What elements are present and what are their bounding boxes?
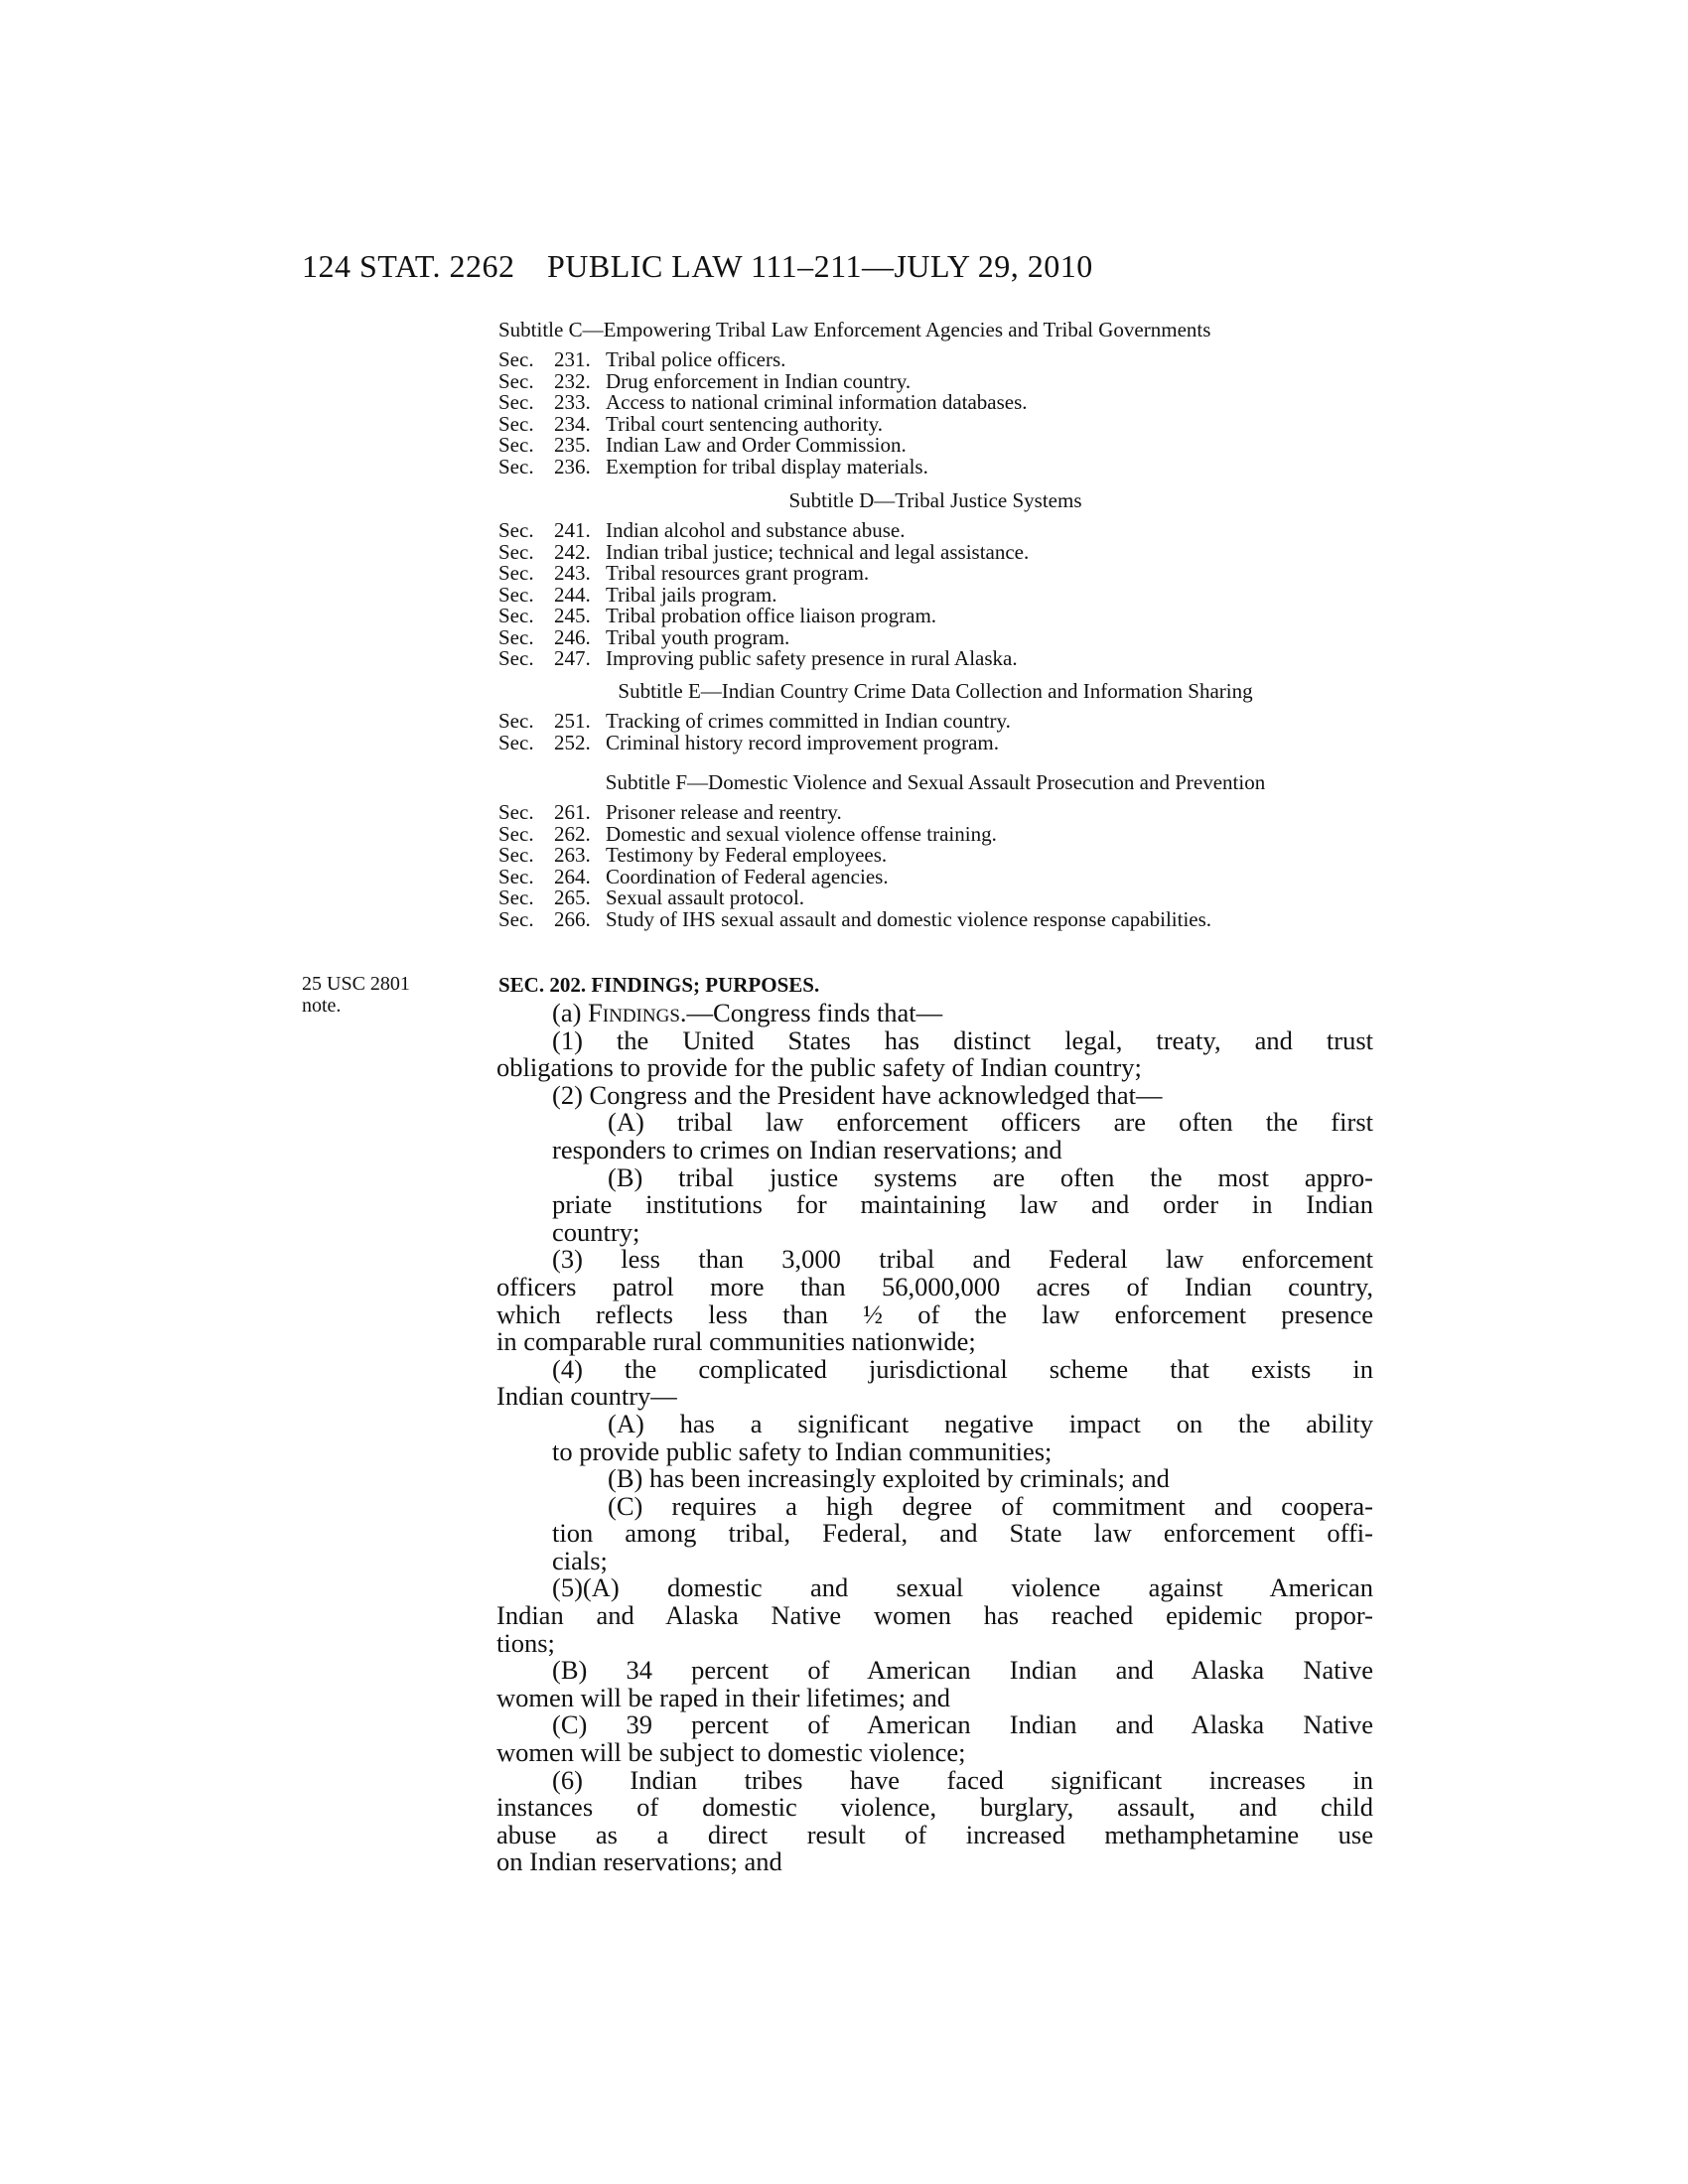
para-line: instances of domestic violence, burglary, assault, and child [496, 1792, 1373, 1823]
toc-entry-title: Domestic and sexual violence offense training. [606, 821, 997, 846]
para-line: (A) tribal law enforcement officers are often the first [608, 1107, 1373, 1138]
para-6 [496, 1764, 1373, 1877]
toc-entry-title: Tribal youth program. [606, 624, 790, 649]
para-3 [496, 1244, 1373, 1357]
toc-entry-prefix: Sec. [498, 843, 534, 867]
para-line: which reflects less than ½ of the law enforcement presence [496, 1298, 1373, 1329]
margin-note-line1: 25 USC 2801 [302, 973, 410, 995]
para-line: responders to crimes on Indian reservations; and [552, 1134, 1062, 1164]
toc-entry-title: Tribal court sentencing authority. [606, 411, 883, 436]
toc-entry-prefix: Sec. [498, 709, 534, 733]
toc-entry-title: Indian alcohol and substance abuse. [606, 518, 906, 542]
toc-entry-number: 243. [554, 561, 591, 585]
para-line: women will be raped in their lifetimes; and [496, 1682, 950, 1712]
para-line: abuse as a direct result of increased methamphetamine use [496, 1819, 1373, 1849]
para-line: Indian and Alaska Native women has reached epidemic propor- [496, 1600, 1373, 1631]
para-line: to provide public safety to Indian communities; [552, 1435, 1053, 1466]
toc-entry-title: Improving public safety presence in rural Alaska. [606, 646, 1018, 670]
section-body [496, 998, 1373, 1877]
toc-entry-title: Tribal probation office liaison program. [606, 604, 937, 627]
toc-entry-number: 261. [554, 800, 591, 824]
para-line: (6) Indian tribes have faced significant increases in [552, 1764, 1373, 1795]
toc-entry-title: Exemption for tribal display materials. [606, 454, 928, 478]
toc-entry-title: Criminal history record improvement program. [606, 730, 999, 754]
para-2: (2) Congress and the President have acknowledged that— [552, 1079, 1163, 1110]
toc-list-f [498, 802, 1372, 930]
toc-entry [498, 624, 1372, 649]
toc-entry-title: Prisoner release and reentry. [606, 800, 842, 824]
toc-entry-prefix: Sec. [498, 886, 534, 909]
toc-entry-title: Tracking of crimes committed in Indian country. [606, 709, 1011, 733]
page-running-title: PUBLIC LAW 111–211—JULY 29, 2010 [547, 248, 1093, 284]
toc-entry-number: 262. [554, 821, 591, 846]
para-a-caps: Findings [588, 998, 680, 1027]
toc-subtitle-f [498, 770, 1372, 794]
toc-entry-title: Tribal resources grant program. [606, 561, 870, 585]
para-line: tion among tribal, Federal, and State law enforcement offi- [552, 1518, 1373, 1549]
toc-entry [498, 582, 1372, 607]
para-line: (B) 34 percent of American Indian and Alaska Native [552, 1655, 1373, 1686]
toc-entry-number: 246. [554, 624, 591, 649]
para-a-label: (a) [552, 998, 589, 1027]
para-line: (1) the United States has distinct legal, treaty, and trust [552, 1024, 1373, 1055]
toc-entry [498, 563, 1372, 585]
toc-entry-prefix: Sec. [498, 518, 534, 542]
toc-entry [498, 454, 1372, 478]
toc-entry-prefix: Sec. [498, 390, 534, 414]
para-2b [552, 1161, 1373, 1247]
toc-subtitle-c-heading: Subtitle C—Empowering Tribal Law Enforcement Agencies and Tribal Governments [498, 318, 1211, 341]
toc-entry-title: Coordination of Federal agencies. [606, 864, 889, 888]
para-line: in comparable rural communities nationwide; [496, 1326, 976, 1357]
para-4c [552, 1490, 1373, 1575]
toc-entry [498, 435, 1372, 457]
toc-entry-title: Sexual assault protocol. [606, 886, 805, 909]
toc-entry-title: Indian tribal justice; technical and legal assistance. [606, 539, 1030, 564]
toc-subtitle-c [498, 318, 1372, 341]
para-line: (B) tribal justice systems are often the most appro- [608, 1161, 1373, 1192]
toc-entry-prefix: Sec. [498, 864, 534, 888]
para-line: (A) has a significant negative impact on the ability [608, 1408, 1373, 1438]
para-line: women will be subject to domestic violence; [496, 1737, 966, 1768]
section-heading: SEC. 202. FINDINGS; PURPOSES. [498, 973, 820, 997]
para-a [552, 1000, 1373, 1027]
toc-entry-number: 234. [554, 411, 591, 436]
toc-entry-prefix: Sec. [498, 561, 534, 585]
toc-entry-prefix: Sec. [498, 646, 534, 670]
para-a-rest: .—Congress finds that— [679, 998, 943, 1027]
toc-subtitle-d [498, 488, 1372, 512]
toc-entry [498, 711, 1372, 733]
toc-subtitle-e-heading: Subtitle E—Indian Country Crime Data Collection and Information Sharing [618, 679, 1253, 703]
toc-entry-prefix: Sec. [498, 539, 534, 564]
toc-entry [498, 411, 1372, 436]
para-line: on Indian reservations; and [496, 1846, 782, 1877]
toc-entry-title: Testimony by Federal employees. [606, 843, 888, 867]
toc-entry [498, 606, 1372, 627]
para-line: tions; [496, 1627, 555, 1658]
toc-subtitle-f-heading: Subtitle F—Domestic Violence and Sexual Assault Prosecution and Prevention [605, 770, 1266, 794]
toc-entry [498, 520, 1372, 542]
toc-entry-number: 247. [554, 646, 591, 670]
para-1 [496, 1024, 1373, 1083]
toc-entry-number: 245. [554, 604, 591, 627]
toc-entry-prefix: Sec. [498, 347, 534, 371]
toc-entry-number: 263. [554, 843, 591, 867]
toc-entry [498, 887, 1372, 909]
toc-entry-prefix: Sec. [498, 730, 534, 754]
toc-entry-number: 241. [554, 518, 591, 542]
toc-entry [498, 368, 1372, 393]
toc-entry-prefix: Sec. [498, 624, 534, 649]
toc-entry-prefix: Sec. [498, 368, 534, 393]
toc-entry-title: Tribal jails program. [606, 582, 777, 607]
toc-entry-prefix: Sec. [498, 454, 534, 478]
toc-entry-prefix: Sec. [498, 604, 534, 627]
toc-list-d [498, 520, 1372, 670]
para-5a [496, 1572, 1373, 1658]
toc-entry-prefix: Sec. [498, 411, 534, 436]
toc-entry-title: Study of IHS sexual assault and domestic violence response capabilities. [606, 906, 1212, 931]
toc-entry-prefix: Sec. [498, 821, 534, 846]
toc-entry-number: 251. [554, 709, 591, 733]
toc-entry [498, 730, 1372, 754]
toc-entry-number: 233. [554, 390, 591, 414]
toc-entry-number: 242. [554, 539, 591, 564]
toc-entry-number: 264. [554, 864, 591, 888]
toc-entry-number: 231. [554, 347, 591, 371]
para-5c [496, 1709, 1373, 1768]
toc-entry-title: Access to national criminal information databases. [606, 390, 1028, 414]
para-4 [496, 1353, 1373, 1412]
toc-entry [498, 349, 1372, 371]
toc-entry-number: 236. [554, 454, 591, 478]
toc-entry-prefix: Sec. [498, 433, 534, 457]
toc-entry [498, 864, 1372, 888]
para-4b: (B) has been increasingly exploited by criminals; and [608, 1463, 1170, 1494]
toc-subtitle-d-heading: Subtitle D—Tribal Justice Systems [788, 488, 1082, 512]
toc-entry [498, 845, 1372, 867]
toc-entry-number: 265. [554, 886, 591, 909]
toc-entry-number: 232. [554, 368, 591, 393]
para-line: officers patrol more than 56,000,000 acres of Indian country, [496, 1271, 1373, 1301]
toc-list-e [498, 711, 1372, 753]
para-line: priate institutions for maintaining law and order in Indian [552, 1189, 1373, 1220]
toc-entry [498, 539, 1372, 564]
toc-entry-title: Drug enforcement in Indian country. [606, 368, 912, 393]
toc-entry-number: 235. [554, 433, 591, 457]
toc-entry-title: Tribal police officers. [606, 347, 786, 371]
para-5b [496, 1655, 1373, 1712]
para-line: cials; [552, 1545, 608, 1575]
toc-list-c [498, 349, 1372, 478]
toc-entry-prefix: Sec. [498, 906, 534, 931]
para-line: (3) less than 3,000 tribal and Federal law enforcement [552, 1244, 1373, 1275]
toc-entry [498, 821, 1372, 846]
toc-entry [498, 906, 1372, 931]
para-line: Indian country— [496, 1381, 677, 1412]
margin-note-line2: note. [302, 995, 342, 1017]
para-4a [552, 1408, 1373, 1466]
toc-entry [498, 392, 1372, 414]
margin-note [302, 973, 410, 1017]
para-line: obligations to provide for the public safety of Indian country; [496, 1052, 1142, 1083]
toc-entry-number: 266. [554, 906, 591, 931]
para-line: (C) requires a high degree of commitment and coopera- [608, 1490, 1373, 1521]
page-stat-citation: 124 STAT. 2262 [302, 248, 515, 284]
toc-entry [498, 802, 1372, 824]
toc-entry-prefix: Sec. [498, 582, 534, 607]
toc-entry [498, 648, 1372, 670]
para-line: (4) the complicated jurisdictional scheme that exists in [552, 1353, 1373, 1384]
toc-entry-title: Indian Law and Order Commission. [606, 433, 907, 457]
para-line: (5)(A) domestic and sexual violence against American [552, 1572, 1373, 1603]
toc-entry-number: 252. [554, 730, 591, 754]
para-line: (C) 39 percent of American Indian and Alaska Native [552, 1709, 1373, 1740]
para-line: country; [552, 1216, 640, 1247]
toc-entry-number: 244. [554, 582, 591, 607]
toc-entry-prefix: Sec. [498, 800, 534, 824]
toc-subtitle-e [498, 679, 1372, 703]
para-2a [552, 1109, 1373, 1163]
